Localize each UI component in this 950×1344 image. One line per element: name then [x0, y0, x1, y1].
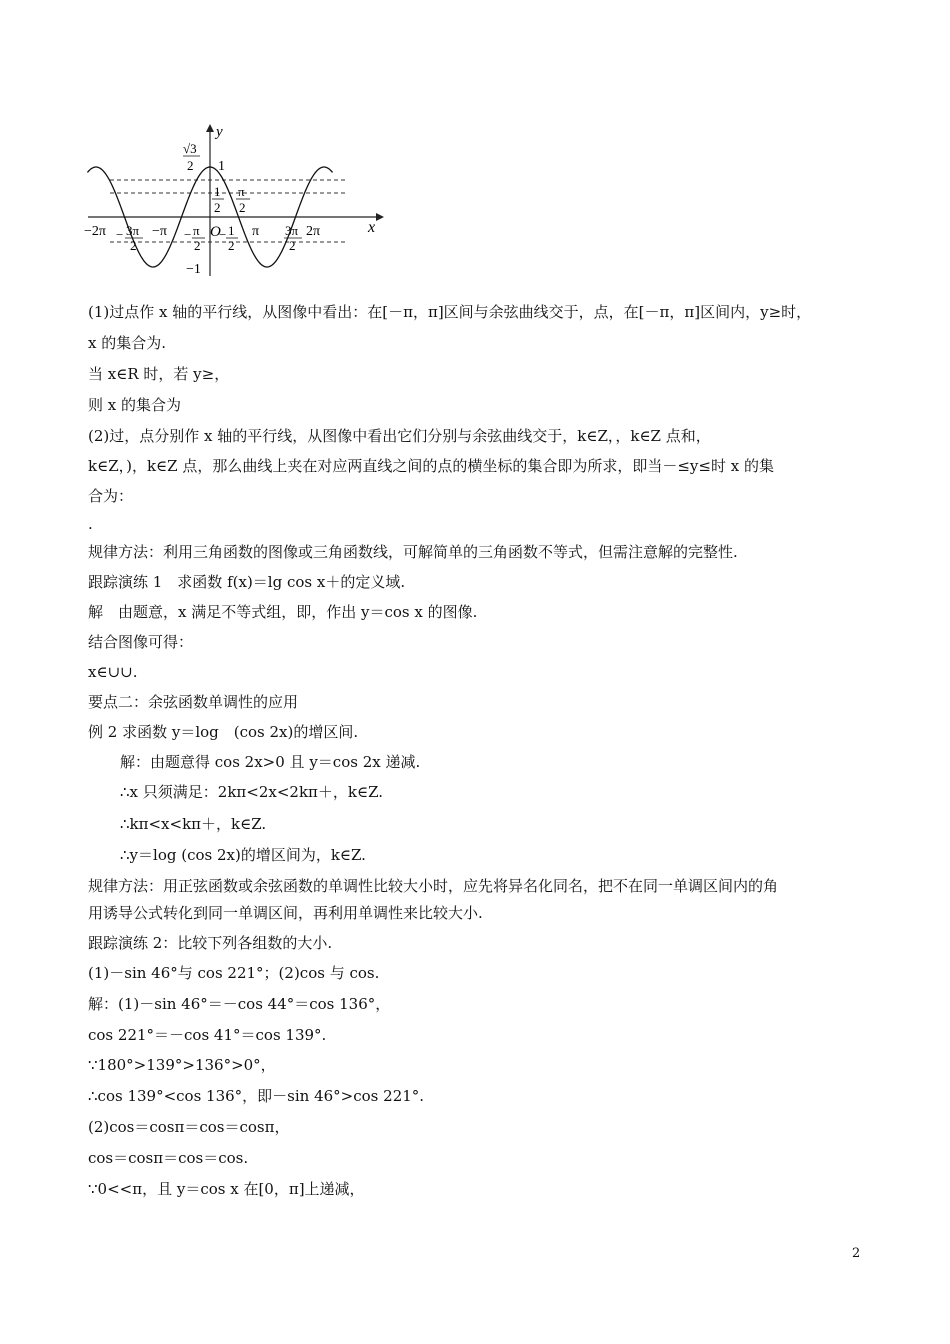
neg-half-den: 2 [228, 238, 235, 253]
text-line-6: k∈Z，)，k∈Z 点，那么曲线上夹在对应两直线之间的点的横坐标的集合即为所求，即当－≤y≤时 x 的集 [88, 457, 774, 475]
text-line-13: x∈∪∪. [88, 663, 138, 681]
text-line-2: x 的集合为. [88, 334, 166, 352]
3pi-over-2-num: 3π [285, 223, 299, 238]
origin-label: O [210, 224, 221, 240]
example-2-title: 例 2 求函数 y＝log (cos 2x)的增区间. [88, 723, 359, 741]
3pi-over-2-den: 2 [289, 238, 296, 253]
text-line-27: ∴cos 139°<cos 136°，即－sin 46°>cos 221°. [88, 1087, 425, 1105]
rule-method-2-line-1: 规律方法：用正弦函数或余弦函数的单调性比较大小时，应先将异名化同名，把不在同一单调区间内的角 [88, 877, 779, 895]
text-line-19: ∴y＝log (cos 2x)的增区间为，k∈Z. [120, 846, 366, 864]
text-line-5: (2)过，点分别作 x 轴的平行线，从图像中看出它们分别与余弦曲线交于，k∈Z，，k∈Z 点和， [88, 427, 711, 445]
practice-1-title: 跟踪演练 1 求函数 f(x)＝lg cos x＋的定义域. [88, 573, 406, 591]
pi-over-2-num: π [238, 184, 245, 199]
text-line-16: 解：由题意得 cos 2x>0 且 y＝cos 2x 递减. [120, 753, 421, 771]
label-2pi: 2π [306, 224, 321, 239]
sqrt3-num: √3 [183, 141, 197, 156]
rule-method-1: 规律方法：利用三角函数的图像或三角函数线，可解简单的三角函数不等式，但需注意解的完整性. [88, 543, 738, 561]
text-line-28: (2)cos＝cosπ＝cos＝cosπ， [88, 1118, 290, 1136]
neg-pi-over-2-num: π [193, 223, 200, 238]
label-pi: π [252, 224, 260, 239]
half-num: 1 [214, 184, 221, 199]
text-line-3: 当 x∈R 时，若 y≥， [88, 365, 230, 383]
neg-pi-over-2-den: 2 [194, 238, 201, 253]
text-line-12: 结合图像可得： [88, 633, 194, 651]
neg-half-num: 1 [228, 223, 235, 238]
text-line-24: 解：(1)－sin 46°＝－cos 44°＝cos 136°， [88, 995, 391, 1013]
section-heading-2: 要点二：余弦函数单调性的应用 [88, 693, 299, 711]
text-line-4: 则 x 的集合为 [88, 396, 181, 414]
sqrt3-den: 2 [187, 158, 194, 173]
svg-text:−: − [184, 227, 192, 242]
svg-text:−: − [116, 227, 124, 242]
svg-text:−: − [219, 227, 227, 242]
text-line-23: (1)－sin 46°与 cos 221°；(2)cos 与 cos. [88, 964, 380, 982]
text-line-18: ∴kπ<x<kπ＋，k∈Z. [120, 815, 267, 833]
y-axis-arrow [206, 124, 214, 132]
text-line-7: 合为： [88, 487, 134, 505]
half-den: 2 [214, 200, 221, 215]
practice-2-title: 跟踪演练 2：比较下列各组数的大小. [88, 934, 333, 952]
pi-over-2-den: 2 [239, 200, 246, 215]
cosine-graph [80, 118, 390, 288]
text-line-11: 解 由题意，x 满足不等式组，即，作出 y＝cos x 的图像. [88, 603, 478, 621]
x-axis-label: x [368, 219, 376, 236]
label-one: 1 [218, 159, 225, 174]
neg-3pi-over-2-den: 2 [130, 238, 137, 253]
label-minus-2pi: −2π [84, 224, 106, 239]
page-number: 2 [852, 1246, 861, 1261]
text-line-30: ∵0<<π，且 y＝cos x 在[0，π]上递减， [88, 1180, 365, 1198]
text-line-17: ∴x 只须满足：2kπ<2x<2kπ＋，k∈Z. [120, 783, 384, 801]
text-line-29: cos＝cosπ＝cos＝cos. [88, 1149, 249, 1167]
rule-method-2-line-2: 用诱导公式转化到同一单调区间，再利用单调性来比较大小. [88, 904, 483, 922]
text-line-8: . [88, 515, 93, 533]
x-axis-arrow [376, 213, 384, 221]
neg-3pi-over-2-num: 3π [126, 223, 140, 238]
y-axis-label: y [216, 124, 223, 140]
label-minus-pi: −π [152, 224, 167, 239]
text-line-1: (1)过点作 x 轴的平行线，从图像中看出：在[－π，π]区间与余弦曲线交于，点，在[－π，π]区间内，y≥时， [88, 303, 812, 321]
label-minus-one: −1 [186, 262, 201, 277]
text-line-26: ∵180°>139°>136°>0°， [88, 1056, 276, 1074]
text-line-25: cos 221°＝－cos 41°＝cos 139°. [88, 1026, 327, 1044]
